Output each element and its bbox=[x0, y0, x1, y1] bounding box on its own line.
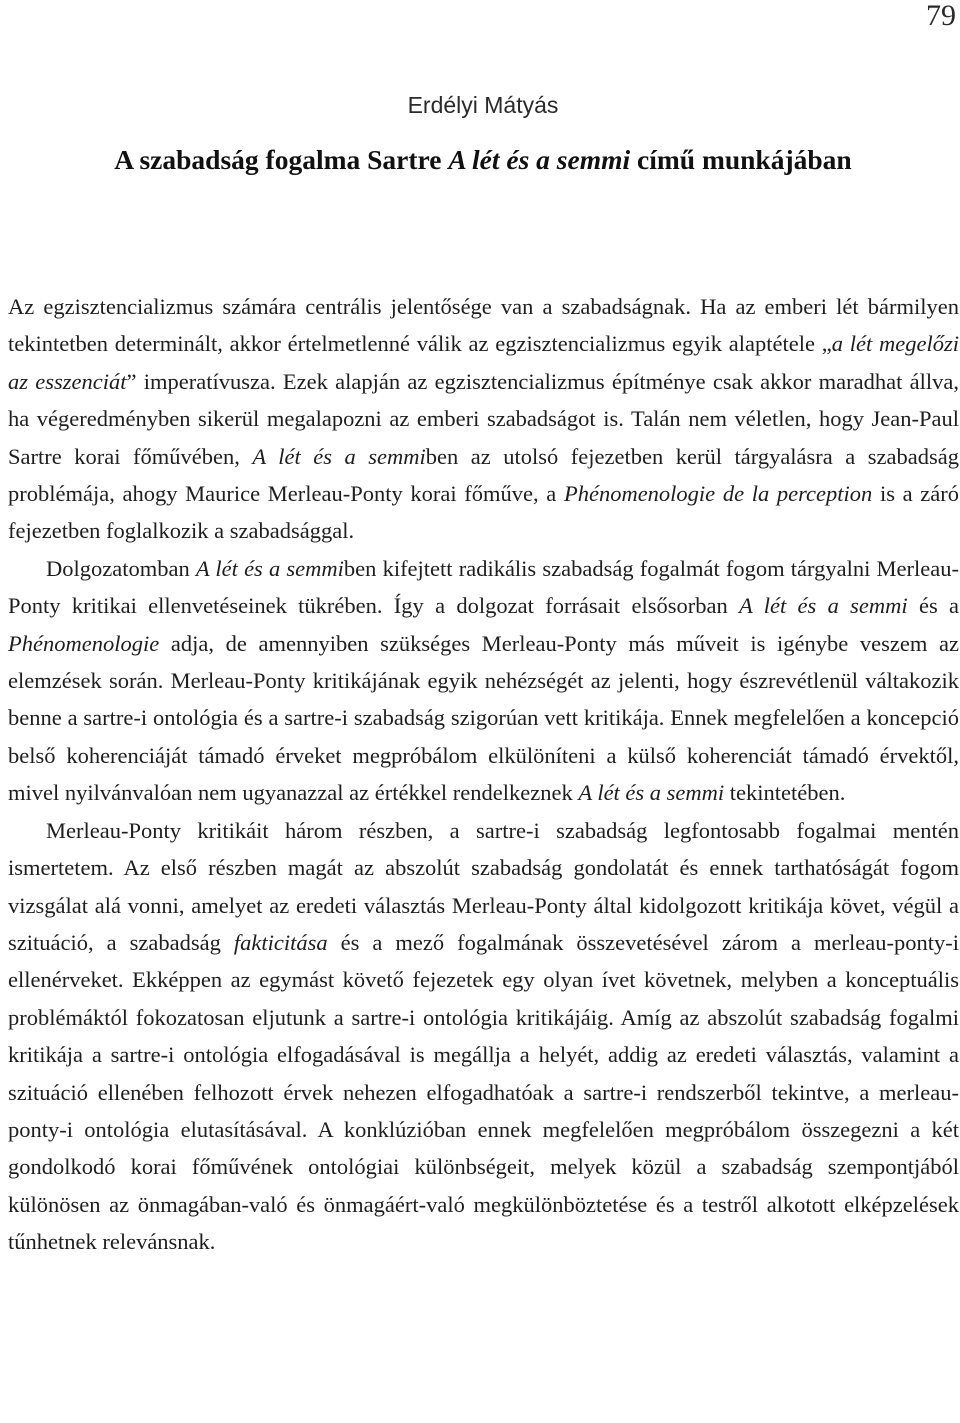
paragraph-2 bbox=[8, 550, 959, 812]
article-title bbox=[0, 142, 960, 178]
title-italic-work: A lét és a semmi bbox=[448, 144, 631, 175]
text-segment: adja, de amennyiben szükséges Merleau-Ponty más műveit is igénybe veszem az elemzések során. Merleau-Ponty kritikájának egyik nehézségét az jelenti, hogy észrevétlenül váltakozik benne a sartre-i ontológia és a sartre-i szabadság szigorúan vett kritikája. Ennek megfelelően a koncepció belső koherenciáját támadó érveket megpróbálom elkülöníteni a külső koherenciát támadó érvektől, mivel nyilvánvalóan nem ugyanazzal az értékkel rendelkeznek bbox=[8, 630, 959, 806]
paragraph-3 bbox=[8, 812, 959, 1261]
paragraph-1 bbox=[8, 288, 959, 550]
text-segment: ” imperatívusza. Ezek alapján az egzisztencializmus építménye csak akkor maradhat állva, ha végeredményben sikerül megalapozni az emberi szabadságot is. Talán nem véletlen, hogy Jean-Paul Sartre korai főművében, bbox=[8, 368, 959, 469]
text-segment: ben az utolsó fejezetben kerül tárgyalásra a szabadság problémája, ahogy Maurice Merleau-Ponty korai főműve, a bbox=[8, 443, 960, 507]
text-segment: Merleau-Ponty kritikáit három részben, a sartre-i szabadság legfontosabb fogalmai mentén ismertetem. Az első részben magát az abszolút szabadság gondolatát és ennek tarthatóságát fogom vizsgálat alá vonni, amelyet az eredeti választás Merleau-Ponty által kidolgozott kritikája követ, végül a szituáció, a szabadság bbox=[8, 817, 959, 955]
italic-segment: a lét megelőzi az esszenciát bbox=[8, 331, 959, 394]
italic-segment: A lét és a semmi bbox=[578, 780, 725, 806]
text-segment: ben kifejtett radikális szabadság fogalmát fogom tárgyalni Merleau-Ponty kritikai ellenvetéseinek tükrében. Így a dolgozat forrásait elsősorban bbox=[8, 555, 959, 619]
italic-segment: A lét és a semmi bbox=[252, 443, 426, 469]
page-number: 79 bbox=[926, 0, 956, 32]
italic-segment: Phénomenologie bbox=[8, 630, 160, 656]
text-segment: Az egzisztencializmus számára centrális jelentősége van a szabadságnak. Ha az emberi lét bármilyen tekintetben determinált, akkor értelmetlenné válik az egzisztencializmus egyik alaptétele „ bbox=[8, 294, 959, 357]
italic-segment: Phénomenologie de la perception bbox=[563, 481, 873, 507]
title-part-1: A szabadság fogalma Sartre bbox=[114, 144, 449, 175]
italic-segment: A lét és a semmi bbox=[195, 555, 344, 581]
text-segment: és a mező fogalmának összevetésével zárom a merleau-ponty-i ellenérveket. Ekképpen az egymást követő fejezetek egy olyan ívet követnek, melyben a konceptuális problémáktól fokozatosan eljutunk a sartre-i ontológia kritikájáig. Amíg az abszolút szabadság fogalmi kritikája a sartre-i ontológia elfogadásával is megállja a helyét, addig az eredeti választás, valamint a szituáció ellenében felhozott érvek nehezen elfogadhatóak a sartre-i rendszerből tekintve, a merleau-ponty-i ontológia elutasításával. A konklúzióban ennek megfelelően megpróbálom összegezni a két gondolkodó korai főművének ontológiai különbségeit, melyek közül a szabadság szempontjából különösen az önmagában-való és önmagáért-való megkülönböztetése és a testről alkotott elképzelések tűnhetnek relevánsnak. bbox=[8, 929, 960, 1255]
title-part-2: című munkájában bbox=[630, 144, 852, 175]
author-name: Erdélyi Mátyás bbox=[407, 92, 559, 118]
text-segment: és a bbox=[907, 593, 960, 619]
italic-segment: A lét és a semmi bbox=[739, 593, 908, 619]
text-segment: Dolgozatomban bbox=[46, 555, 196, 581]
text-segment: is a záró fejezetben foglalkozik a szabadsággal. bbox=[8, 481, 959, 544]
text-segment: tekintetében. bbox=[724, 780, 846, 806]
italic-segment: fakticitása bbox=[233, 929, 328, 955]
article-body bbox=[8, 288, 959, 1261]
